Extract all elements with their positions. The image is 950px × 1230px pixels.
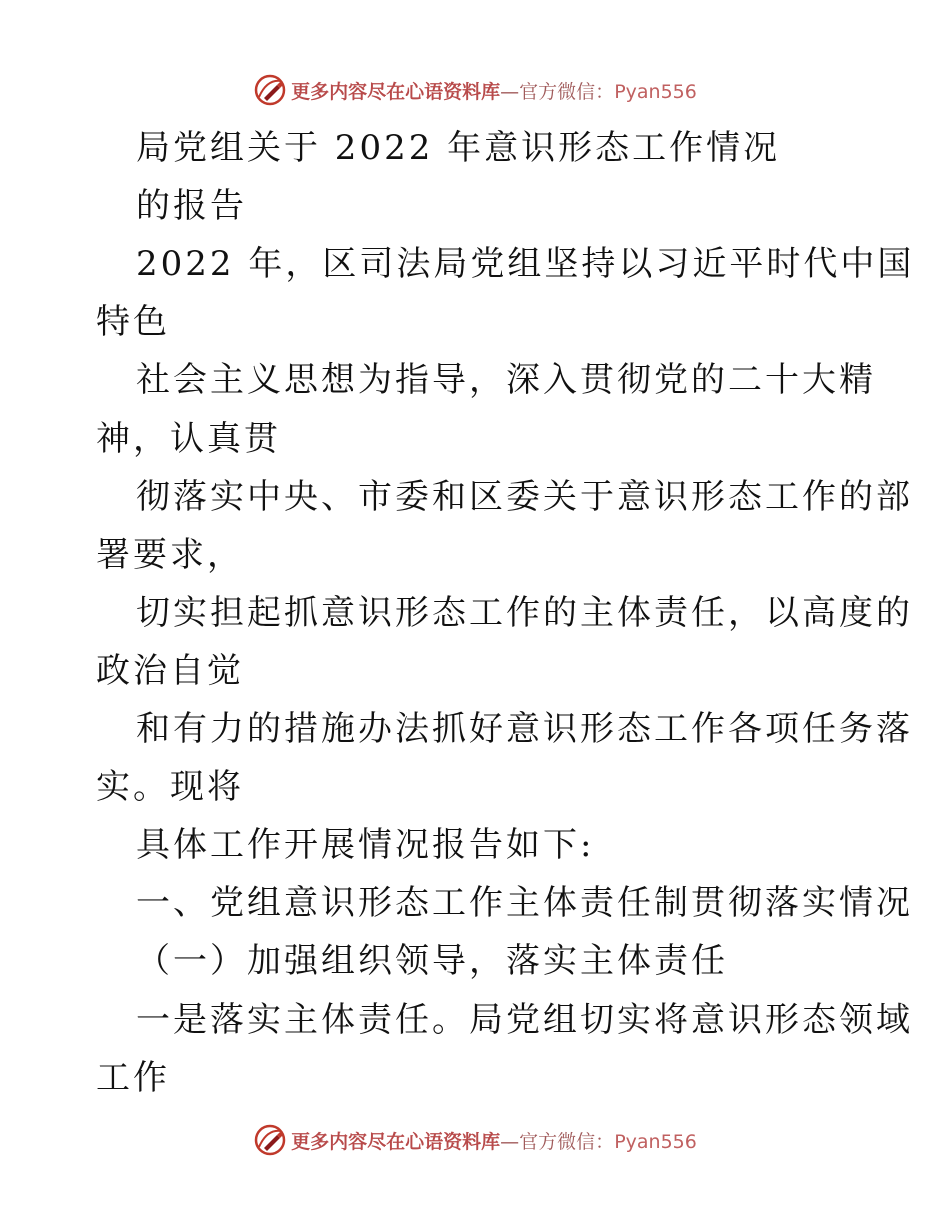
- document-line: 具体工作开展情况报告如下:: [136, 825, 595, 866]
- document-line: 切实担起抓意识形态工作的主体责任，以高度的: [136, 592, 913, 633]
- watermark-text: 更多内容尽在心语资料库—官方微信：Pyan556: [291, 80, 697, 103]
- document-line: 特色: [96, 302, 170, 343]
- document-line: 和有力的措施办法抓好意识形态工作各项任务落: [136, 709, 913, 749]
- document-line: 神，认真贯: [96, 418, 281, 459]
- document-line: 一、党组意识形态工作主体责任制贯彻落实情况: [136, 883, 913, 924]
- watermark-text: 更多内容尽在心语资料库—官方微信：Pyan556: [291, 1130, 697, 1153]
- document-line: 社会主义思想为指导，深入贯彻党的二十大精: [136, 360, 876, 401]
- document-line: 一是落实主体责任。局党组切实将意识形态领域: [136, 999, 913, 1040]
- document-line: 彻落实中央、市委和区委关于意识形态工作的部: [136, 476, 913, 517]
- document-line: 政治自觉: [96, 650, 244, 691]
- document-line: 工作: [96, 1057, 170, 1098]
- watermark-banner-bottom: [0, 1120, 950, 1160]
- pen-logo-icon: [253, 73, 287, 107]
- document-line: 2022 年，区司法局党组坚持以习近平时代中国: [136, 244, 915, 285]
- document-line: 的报告: [136, 186, 247, 227]
- document-line: 局党组关于 2022 年意识形态工作情况: [136, 128, 781, 168]
- document-line: 署要求，: [96, 534, 244, 575]
- document-line: （一）加强组织领导，落实主体责任: [136, 941, 728, 982]
- pen-logo-icon: [253, 1123, 287, 1157]
- document-line: 实。现将: [96, 767, 244, 808]
- watermark-banner-top: [0, 70, 950, 110]
